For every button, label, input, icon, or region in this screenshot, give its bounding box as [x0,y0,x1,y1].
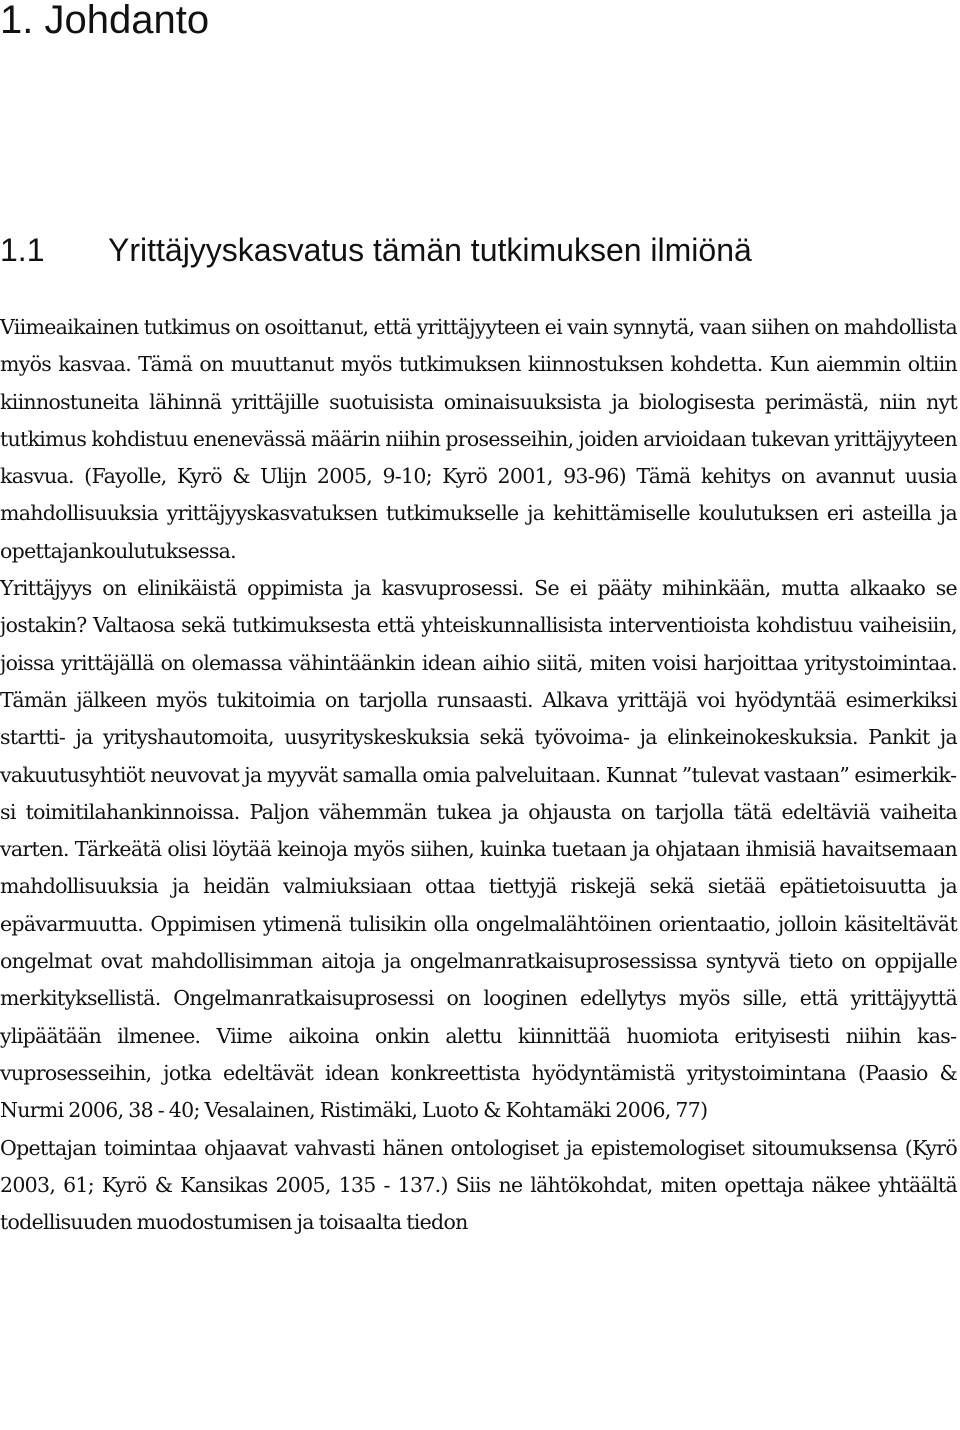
section-heading [0,227,752,273]
body-text [0,309,957,1241]
chapter-title: 1. Johdanto [0,0,210,42]
paragraph-teacher: Opettajan toimintaa ohjaavat vahvasti hänen ontologiset ja epistemologiset sitoumuksensa (Kyrö 2003, 61; Kyrö & Kansikas 2005, 135 - 137.) Siis ne lähtökohdat, miten opettaja näkee yhtäältä todellisuuden muodostumisen ja toisaalta tiedon [0,1135,957,1235]
section-title: Yrittäjyyskasvatus tämän tutkimuksen ilmiönä [108,232,752,268]
paragraph-intro: Viimeaikainen tutkimus on osoittanut, että yrittäjyyteen ei vain synnytä, vaan siihen on mahdollista myös kasvaa. Tämä on muuttanut myös tutkimuksen kiinnostuksen kohdetta. Kun aiemmin oltiin kiinnostuneita lähinnä yrittäjille suotuisista ominaisuuksista ja biologisesta perimästä, niin nyt tutkimus kohdistuu enenevässä määrin niihin prosesseihin, joiden arvioidaan tukevan yrittäjyyteen kasvua. (Fayolle, Kyrö & Ulijn 2005, 9-10; Kyrö 2001, 93-96) Tämä kehitys on avannut uusia mahdollisuuksia yrittäjyyskasvatuksen tutkimukselle ja kehittämiselle koulutuksen eri asteilla ja opettajankoulutuksessa. [0,315,957,563]
section-number: 1.1 [0,232,45,268]
paragraph-lifelong-learning: Yrittäjyys on elinikäistä oppimista ja kasvuprosessi. Se ei pääty mihinkään, mutta alkaako se jostakin? Valtaosa sekä tutkimuksesta että yhteiskunnallisista interventioista kohdistuu vaiheisiin, joissa yrittäjällä on olemassa vähintäänkin idean aihio siitä, miten voisi harjoittaa yritystoimintaa. Tämän jälkeen myös tukitoimia on tarjolla runsaasti. Alkava yrittäjä voi hyödyntää esimerkiksi startti- ja yrityshautomoita, uusyrityskeskuksia sekä työvoima- ja elinkeinokeskuksia. Pankit ja vakuutusyhtiöt neuvovat ja myyvät samalla omia palveluitaan. Kunnat ”tulevat vastaan” esimerkiksi toimitilahankinnoissa. Paljon vähemmän tukea ja ohjausta on tarjolla tätä edeltäviä vaiheita varten. Tärkeätä olisi löytää keinoja myös siihen, kuinka tuetaan ja ohjataan ihmisiä havaitsemaan mahdollisuuksia ja heidän valmiuksiaan ottaa tiettyjä riskejä sekä sietää epätietoisuutta ja epävarmuutta. Oppimisen ytimenä tulisikin olla ongelmalähtöinen orientaatio, jolloin käsiteltävät ongelmat ovat mahdollisimman aitoja ja ongelmanratkaisuprosessissa syntyvä tieto on oppijalle merkityksellistä. Ongelmanratkaisuprosessi on looginen edellytys myös sille, että yrittäjyyttä ylipäätään ilmenee. Viime aikoina onkin alettu kiinnittää huomiota erityisesti niihin kasvuprosesseihin, jotka edeltävät idean konkreettista hyödyntämistä yritystoimintana (Paasio & Nurmi 2006, 38 - 40; Vesalainen, Ristimäki, Luoto & Kohtamäki 2006, 77) [0,576,957,1123]
